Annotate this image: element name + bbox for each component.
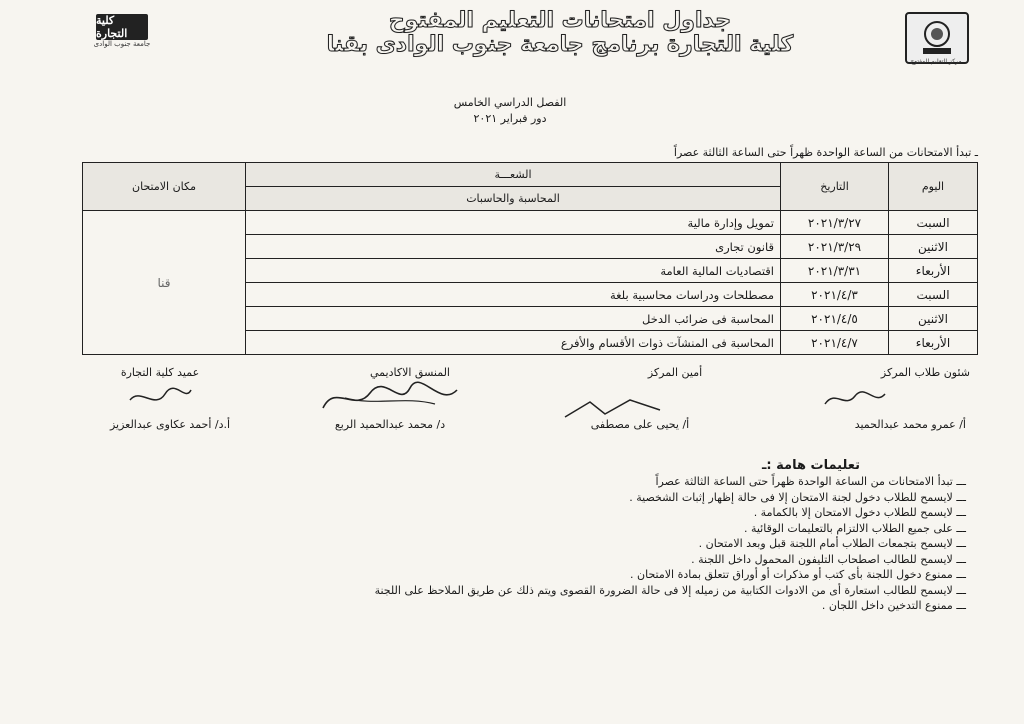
- center-secretary-role: أمين المركز: [647, 366, 703, 379]
- row-day: الأربعاء: [889, 331, 978, 355]
- coordinator-name: د/ محمد عبدالحميد الربع: [334, 418, 446, 431]
- student-affairs-signature-icon: [820, 384, 890, 414]
- table-row: [83, 211, 978, 235]
- col-day: اليوم: [889, 163, 978, 211]
- instruction-item: ـــ لايسمح بتجمعات الطلاب أمام اللجنة قبل وبعد الامتحان .: [230, 536, 966, 552]
- row-day: الاثنين: [889, 307, 978, 331]
- instruction-item: ـــ ممنوع دخول اللجنة بأى كتب أو مذكرات أو أوراق تتعلق بمادة الامتحان .: [230, 567, 966, 583]
- row-subject: قانون تجارى: [246, 235, 781, 259]
- student-affairs-role: شئون طلاب المركز: [880, 366, 970, 379]
- faculty-logo-sub: جامعة جنوب الوادى: [93, 40, 151, 48]
- instruction-item: ـــ لايسمح للطلاب دخول الامتحان إلا بالكمامة .: [230, 505, 966, 521]
- exam-place: قنا: [83, 211, 246, 355]
- semester-info: [420, 95, 600, 127]
- semester-name: الفصل الدراسي الخامس: [453, 96, 567, 109]
- emblem-icon: [917, 18, 957, 58]
- instruction-item: ـــ تبدأ الامتحانات من الساعة الواحدة ظهراً حتى الساعة الثالثة عصراً: [230, 474, 966, 490]
- instruction-item: ـــ على جميع الطلاب الالتزام بالتعليمات الوقائية .: [230, 521, 966, 537]
- row-subject: المحاسبة فى ضرائب الدخل: [246, 307, 781, 331]
- coordinator-role: المنسق الاكاديمي: [370, 366, 450, 379]
- dean-role: عميد كلية التجارة: [120, 366, 200, 379]
- center-secretary-name: أ/ يحيى على مصطفى: [590, 418, 690, 431]
- row-date: ٢٠٢١/٤/٧: [781, 331, 889, 355]
- dean-signature-icon: [125, 382, 195, 412]
- open-education-logo: [905, 12, 969, 64]
- col-place: مكان الامتحان: [83, 163, 246, 211]
- row-subject: مصطلحات ودراسات محاسبية بلغة: [246, 283, 781, 307]
- col-division: الشعـــة: [246, 163, 781, 187]
- row-date: ٢٠٢١/٤/٥: [781, 307, 889, 331]
- row-subject: اقتصاديات المالية العامة: [246, 259, 781, 283]
- exam-schedule-table: [82, 162, 978, 355]
- right-logo-caption: مركز التعليم المفتوح: [910, 58, 962, 65]
- coordinator-signature-icon: [315, 378, 465, 418]
- exam-time-note: ـ تبدأ الامتحانات من الساعة الواحدة ظهراً حتى الساعة الثالثة عصراً: [673, 146, 978, 159]
- row-date: ٢٠٢١/٤/٣: [781, 283, 889, 307]
- dean-name: أ.د/ أحمد عكاوى عبدالعزيز: [109, 418, 231, 431]
- row-day: السبت: [889, 211, 978, 235]
- row-subject: المحاسبة فى المنشآت ذوات الأقسام والأفرع: [246, 331, 781, 355]
- col-division-sub: المحاسبة والحاسبات: [246, 187, 781, 211]
- row-date: ٢٠٢١/٣/٢٩: [781, 235, 889, 259]
- faculty-logo: كلية التجارة: [96, 14, 148, 40]
- instruction-item: ـــ ممنوع التدخين داخل اللجان .: [230, 598, 966, 614]
- row-subject: تمويل وإدارة مالية: [246, 211, 781, 235]
- row-date: ٢٠٢١/٣/٢٧: [781, 211, 889, 235]
- instruction-item: ـــ لايسمح للطالب اصطحاب التليفون المحمول داخل اللجنة .: [230, 552, 966, 568]
- instructions-list: [230, 474, 966, 614]
- col-date: التاريخ: [781, 163, 889, 211]
- document-subtitle: كلية التجارة برنامج جامعة جنوب الوادى بقنا: [326, 32, 794, 57]
- row-day: الاثنين: [889, 235, 978, 259]
- exam-session: دور فبراير ٢٠٢١: [473, 112, 547, 125]
- student-affairs-name: أ/ عمرو محمد عبدالحميد: [854, 418, 966, 431]
- document-title: جداول امتحانات التعليم المفتوح: [388, 8, 732, 33]
- instruction-item: ـــ لايسمح للطالب استعارة أى من الادوات الكتابية من زميله إلا فى حالة الضرورة القصوى ويتم ذلك عن طريق الملاحظ على اللجنة: [230, 583, 966, 599]
- row-day: الأربعاء: [889, 259, 978, 283]
- instruction-item: ـــ لايسمح للطلاب دخول لجنة الامتحان إلا فى حالة إظهار إثبات الشخصية .: [230, 490, 966, 506]
- row-date: ٢٠٢١/٣/٣١: [781, 259, 889, 283]
- row-day: السبت: [889, 283, 978, 307]
- instructions-title: تعليمات هامة :ـ: [761, 458, 860, 473]
